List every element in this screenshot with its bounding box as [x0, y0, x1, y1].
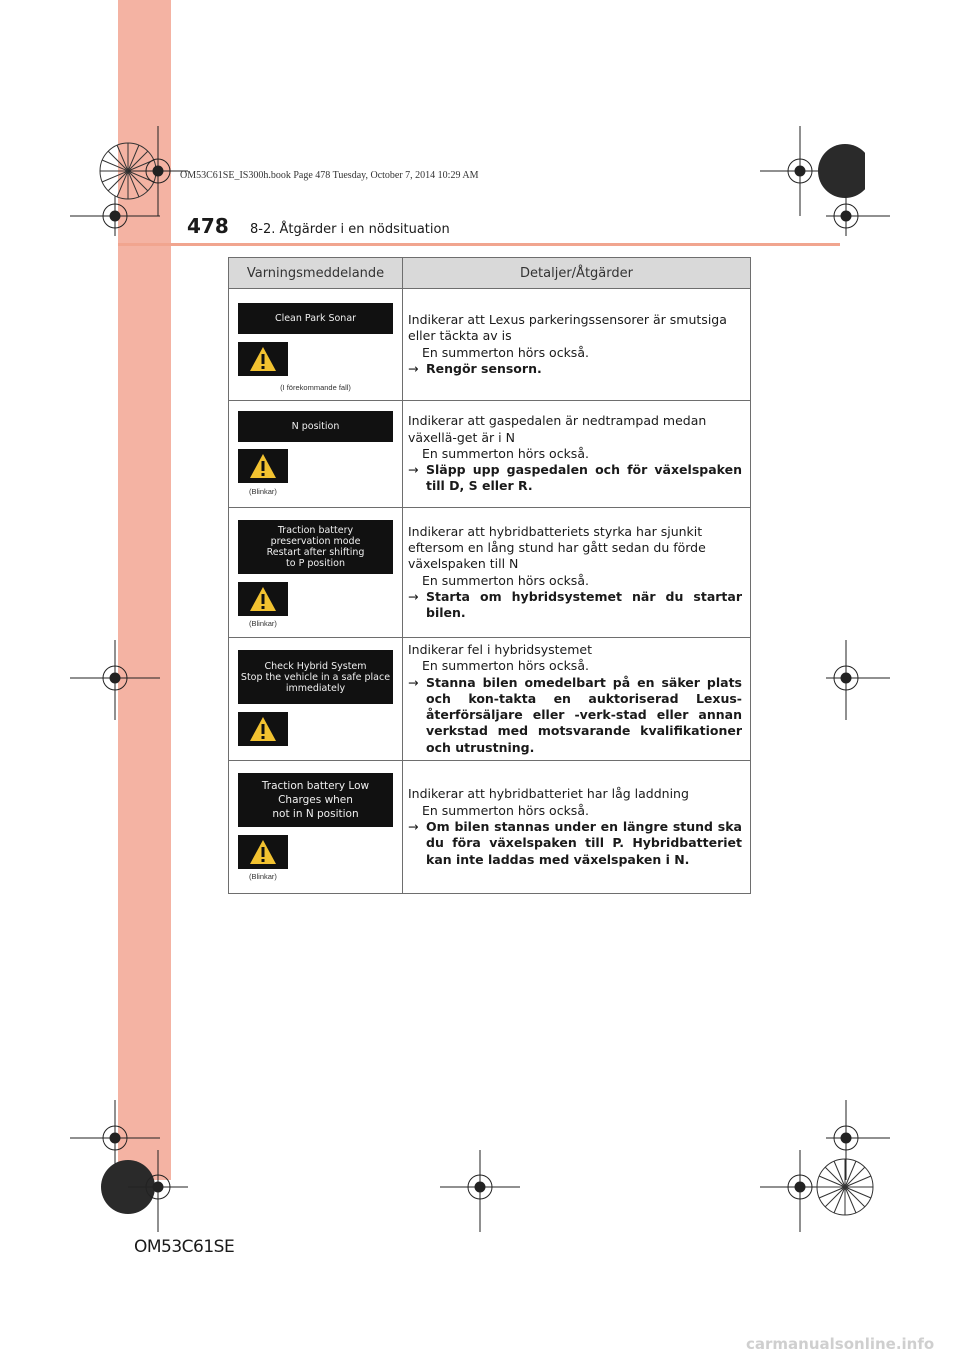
- arrow-icon: →: [408, 588, 419, 604]
- display-message-panel: N position: [238, 411, 393, 442]
- table-row: [229, 761, 751, 894]
- table-header-row: [229, 258, 751, 289]
- display-message-panel: Clean Park Sonar: [238, 303, 393, 334]
- warning-triangle-icon: [238, 835, 288, 869]
- warning-image-cell: [229, 289, 403, 401]
- registration-wheel-icon: [815, 1157, 875, 1217]
- action-text: Stanna bilen omedelbart på en säker plats och kon-takta en auktoriserad Lexus-återförsäljare eller -verk-stad eller annan verkstad med motsvarande kvalifikationer och utrustning.: [426, 674, 742, 755]
- crosshair-icon: [128, 1150, 188, 1232]
- display-message-panel: Check Hybrid System Stop the vehicle in a safe place immediately: [238, 650, 393, 704]
- crosshair-icon: [826, 640, 890, 720]
- action-line: [408, 819, 742, 868]
- table-row: [229, 289, 751, 401]
- warning-image-cell: [229, 638, 403, 761]
- table-row: [229, 508, 751, 638]
- table-row: [229, 401, 751, 508]
- buzzer-text: En summerton hörs också.: [422, 658, 589, 674]
- arrow-icon: →: [408, 818, 419, 834]
- column-header-message: Varningsmeddelande: [229, 258, 403, 289]
- details-cell: [403, 289, 751, 401]
- description-text: Indikerar att Lexus parkeringssensorer är smutsiga eller täckta av is: [408, 311, 727, 344]
- buzzer-text: En summerton hörs också.: [422, 344, 589, 360]
- crosshair-icon: [70, 196, 160, 236]
- buzzer-text: En summerton hörs också.: [422, 445, 589, 461]
- warning-image-cell: [229, 761, 403, 894]
- section-title: 8-2. Åtgärder i en nödsituation: [250, 222, 450, 237]
- action-line: [408, 589, 742, 622]
- registration-dot-icon: [815, 141, 865, 201]
- arrow-icon: →: [408, 360, 419, 376]
- description-text: Indikerar att hybridbatteriets styrka har sjunkit eftersom en lång stund har gått sedan du förde växelspaken till N: [408, 523, 706, 572]
- action-text: Starta om hybridsystemet när du startar bilen.: [426, 588, 742, 621]
- description-text: Indikerar fel i hybridsystemet: [408, 642, 592, 657]
- header-rule: [118, 243, 840, 246]
- details-cell: [403, 638, 751, 761]
- details-cell: [403, 761, 751, 894]
- display-message-panel: Traction battery preservation mode Restart after shifting to P position: [238, 520, 393, 574]
- details-cell: [403, 401, 751, 508]
- buzzer-text: En summerton hörs också.: [422, 802, 589, 818]
- arrow-icon: →: [408, 674, 419, 690]
- display-message-panel: Traction battery Low Charges when not in N position: [238, 773, 393, 827]
- action-line: [408, 462, 742, 495]
- warning-triangle-icon: [238, 449, 288, 483]
- footnote: (Blinkar): [249, 872, 277, 882]
- warning-image-cell: [229, 508, 403, 638]
- action-line: [408, 675, 742, 756]
- watermark: carmanualsonline.info: [746, 1335, 935, 1353]
- crosshair-icon: [826, 196, 890, 236]
- footnote: (Blinkar): [249, 487, 277, 496]
- description-text: Indikerar att hybridbatteriet har låg laddning: [408, 786, 689, 802]
- action-text: Rengör sensorn.: [426, 360, 542, 376]
- crosshair-icon: [440, 1150, 520, 1232]
- column-header-details: Detaljer/Åtgärder: [403, 258, 751, 289]
- document-code: OM53C61SE: [134, 1237, 235, 1257]
- page-number: 478: [187, 214, 229, 238]
- warning-message-table: [228, 257, 751, 894]
- action-line: [408, 361, 742, 377]
- action-text: Släpp upp gaspedalen och för växelspaken till D, S eller R.: [426, 462, 742, 494]
- footnote: (I förekommande fall): [280, 383, 351, 392]
- table-row: [229, 638, 751, 761]
- warning-triangle-icon: [238, 712, 288, 746]
- arrow-icon: →: [408, 462, 419, 478]
- description-text: Indikerar att gaspedalen är nedtrampad medan växellä-get är i N: [408, 413, 707, 445]
- details-cell: [403, 508, 751, 638]
- warning-triangle-icon: [238, 582, 288, 616]
- print-info-line: OM53C61SE_IS300h.book Page 478 Tuesday, October 7, 2014 10:29 AM: [180, 170, 479, 181]
- crosshair-icon: [70, 640, 160, 720]
- warning-triangle-icon: [238, 342, 288, 376]
- action-text: Om bilen stannas under en längre stund ska du föra växelspaken till P. Hybridbatteriet kan inte laddas med växelspaken i N.: [426, 818, 742, 867]
- warning-image-cell: [229, 401, 403, 508]
- buzzer-text: En summerton hörs också.: [422, 572, 589, 588]
- footnote: (Blinkar): [249, 619, 277, 628]
